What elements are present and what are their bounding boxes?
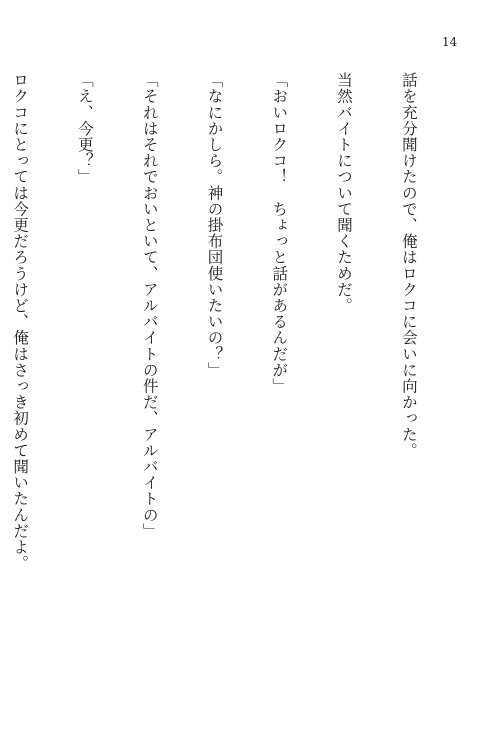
text-line: 話を充分聞けたので、俺はロクコに会いに向かった。: [399, 72, 418, 459]
page-number: 14: [442, 35, 458, 49]
text-line: 「おいロクコ！ ちょっと話があるんだが」: [270, 72, 289, 394]
text-line: ロクコにとっては今更だろうけど、俺はさっき初めて聞いたんだよ。: [11, 72, 30, 572]
text-line: 「なにかしら。神の掛布団使いたいの？」: [205, 72, 224, 378]
text-line: 当然バイトについて聞くためだ。: [335, 72, 354, 314]
text-line: 「え、今更？」: [75, 72, 94, 185]
body-text: [11, 72, 462, 672]
text-line: 「それはそれでおいといて、アルバイトの件だ、アルバイトの」: [140, 72, 159, 539]
